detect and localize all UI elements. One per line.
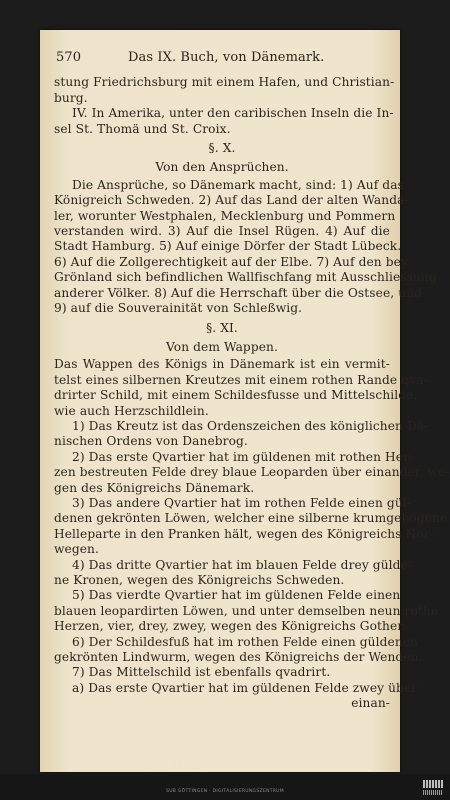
- text-line: gen des Königreichs Dänemark.: [54, 480, 255, 495]
- section-heading-line: Von den Ansprüchen.: [155, 160, 289, 175]
- text-line: sel St. Thomä und St. Croix.: [54, 121, 231, 136]
- text-line: ler, worunter Westphalen, Mecklenburg und Pommern: [54, 208, 396, 223]
- text-line: wegen.: [54, 542, 99, 557]
- text-line: telst eines silbernen Kreutzes mit einem rothen Rande qva-: [54, 372, 428, 387]
- section-heading-line: §. XI.: [206, 320, 238, 335]
- body-text: [54, 75, 450, 711]
- text-line: ne Kronen, wegen des Königreichs Schweden.: [54, 573, 345, 587]
- viewer-footer-bar: [0, 774, 450, 800]
- text-line: Grönland sich befindlichen Wallfischfang mit Ausschliessung: [54, 270, 437, 285]
- text-line: gekrönten Lindwurm, wegen des Königreichs der Wenden.: [54, 650, 423, 665]
- text-line: a) Das erste Qvartier hat im güldenen Felde zwey über: [72, 680, 418, 695]
- running-title: Das IX. Buch, von Dänemark.: [128, 50, 325, 65]
- running-head: [54, 50, 390, 65]
- text-line: Königreich Schweden. 2) Auf das Land der alten Wanda-: [54, 193, 409, 208]
- text-line: Die Ansprüche, so Dänemark macht, sind: 1) Auf das: [72, 177, 404, 192]
- text-line: nischen Ordens von Danebrog.: [54, 434, 248, 449]
- text-line: verstanden wird. 3) Auf die Insel Rügen. 4) Auf die: [54, 224, 390, 239]
- text-line: wie auch Herzschildlein.: [54, 403, 209, 418]
- section-heading-line: §. X.: [208, 141, 236, 156]
- text-line: burg.: [54, 90, 88, 105]
- text-line: 1) Das Kreutz ist das Ordenszeichen des königlichen Dä-: [72, 418, 429, 433]
- text-line: 7) Das Mittelschild ist ebenfalls qvadrirt.: [72, 665, 331, 680]
- text-line: 6) Auf die Zollgerechtigkeit auf der Elbe. 7) Auf den bey: [54, 254, 408, 269]
- text-line: anderer Völker. 8) Auf die Herrschaft über die Ostsee, und: [54, 285, 423, 300]
- digitization-credit: SUB GÖTTINGEN · DIGITALISIERUNGSZENTRUM: [166, 789, 284, 794]
- text-line: zen bestreuten Felde drey blaue Leoparden über einander, we-: [54, 465, 450, 480]
- library-logo-icon: [422, 778, 444, 796]
- text-line: Stadt Hamburg. 5) Auf einige Dörfer der Stadt Lübeck.: [54, 239, 402, 254]
- text-line: 6) Der Schildesfuß hat im rothen Felde einen güldenen: [72, 634, 419, 649]
- text-line: drirter Schild, mit einem Schildesfusse und Mittelschilde,: [54, 388, 418, 403]
- text-line: Herzen, vier, drey, zwey, wegen des Königreichs Gothen.: [54, 619, 410, 634]
- text-line: 2) Das erste Qvartier hat im güldenen mit rothen Her-: [72, 449, 414, 464]
- text-line: 3) Das andere Qvartier hat im rothen Felde einen gül-: [72, 495, 411, 510]
- text-line: denen gekrönten Löwen, welcher eine silberne krumgebogene: [54, 511, 448, 526]
- text-line: Das Wappen des Königs in Dänemark ist ein vermit-: [54, 357, 390, 372]
- page-number: 570: [56, 50, 82, 65]
- book-page: [40, 30, 450, 772]
- text-line: stung Friedrichsburg mit einem Hafen, und Christian-: [54, 75, 395, 90]
- text-line: 9) auf die Souverainität von Schleßwig.: [54, 301, 303, 316]
- text-line: 5) Das vierdte Qvartier hat im güldenen Felde einen: [72, 588, 401, 603]
- text-line: 4) Das dritte Qvartier hat im blauen Felde drey gülde-: [72, 557, 413, 572]
- text-line: IV. In Amerika, unter den caribischen Inseln die In-: [72, 106, 394, 121]
- page-text-block: [54, 50, 450, 712]
- text-line: Helleparte in den Pranken hält, wegen des Königreichs Nor-: [54, 526, 434, 541]
- text-line: einan-: [351, 696, 390, 711]
- text-line: blauen leopardirten Löwen, und unter demselben neun rothe: [54, 603, 439, 618]
- section-heading-line: Von dem Wappen.: [166, 339, 278, 354]
